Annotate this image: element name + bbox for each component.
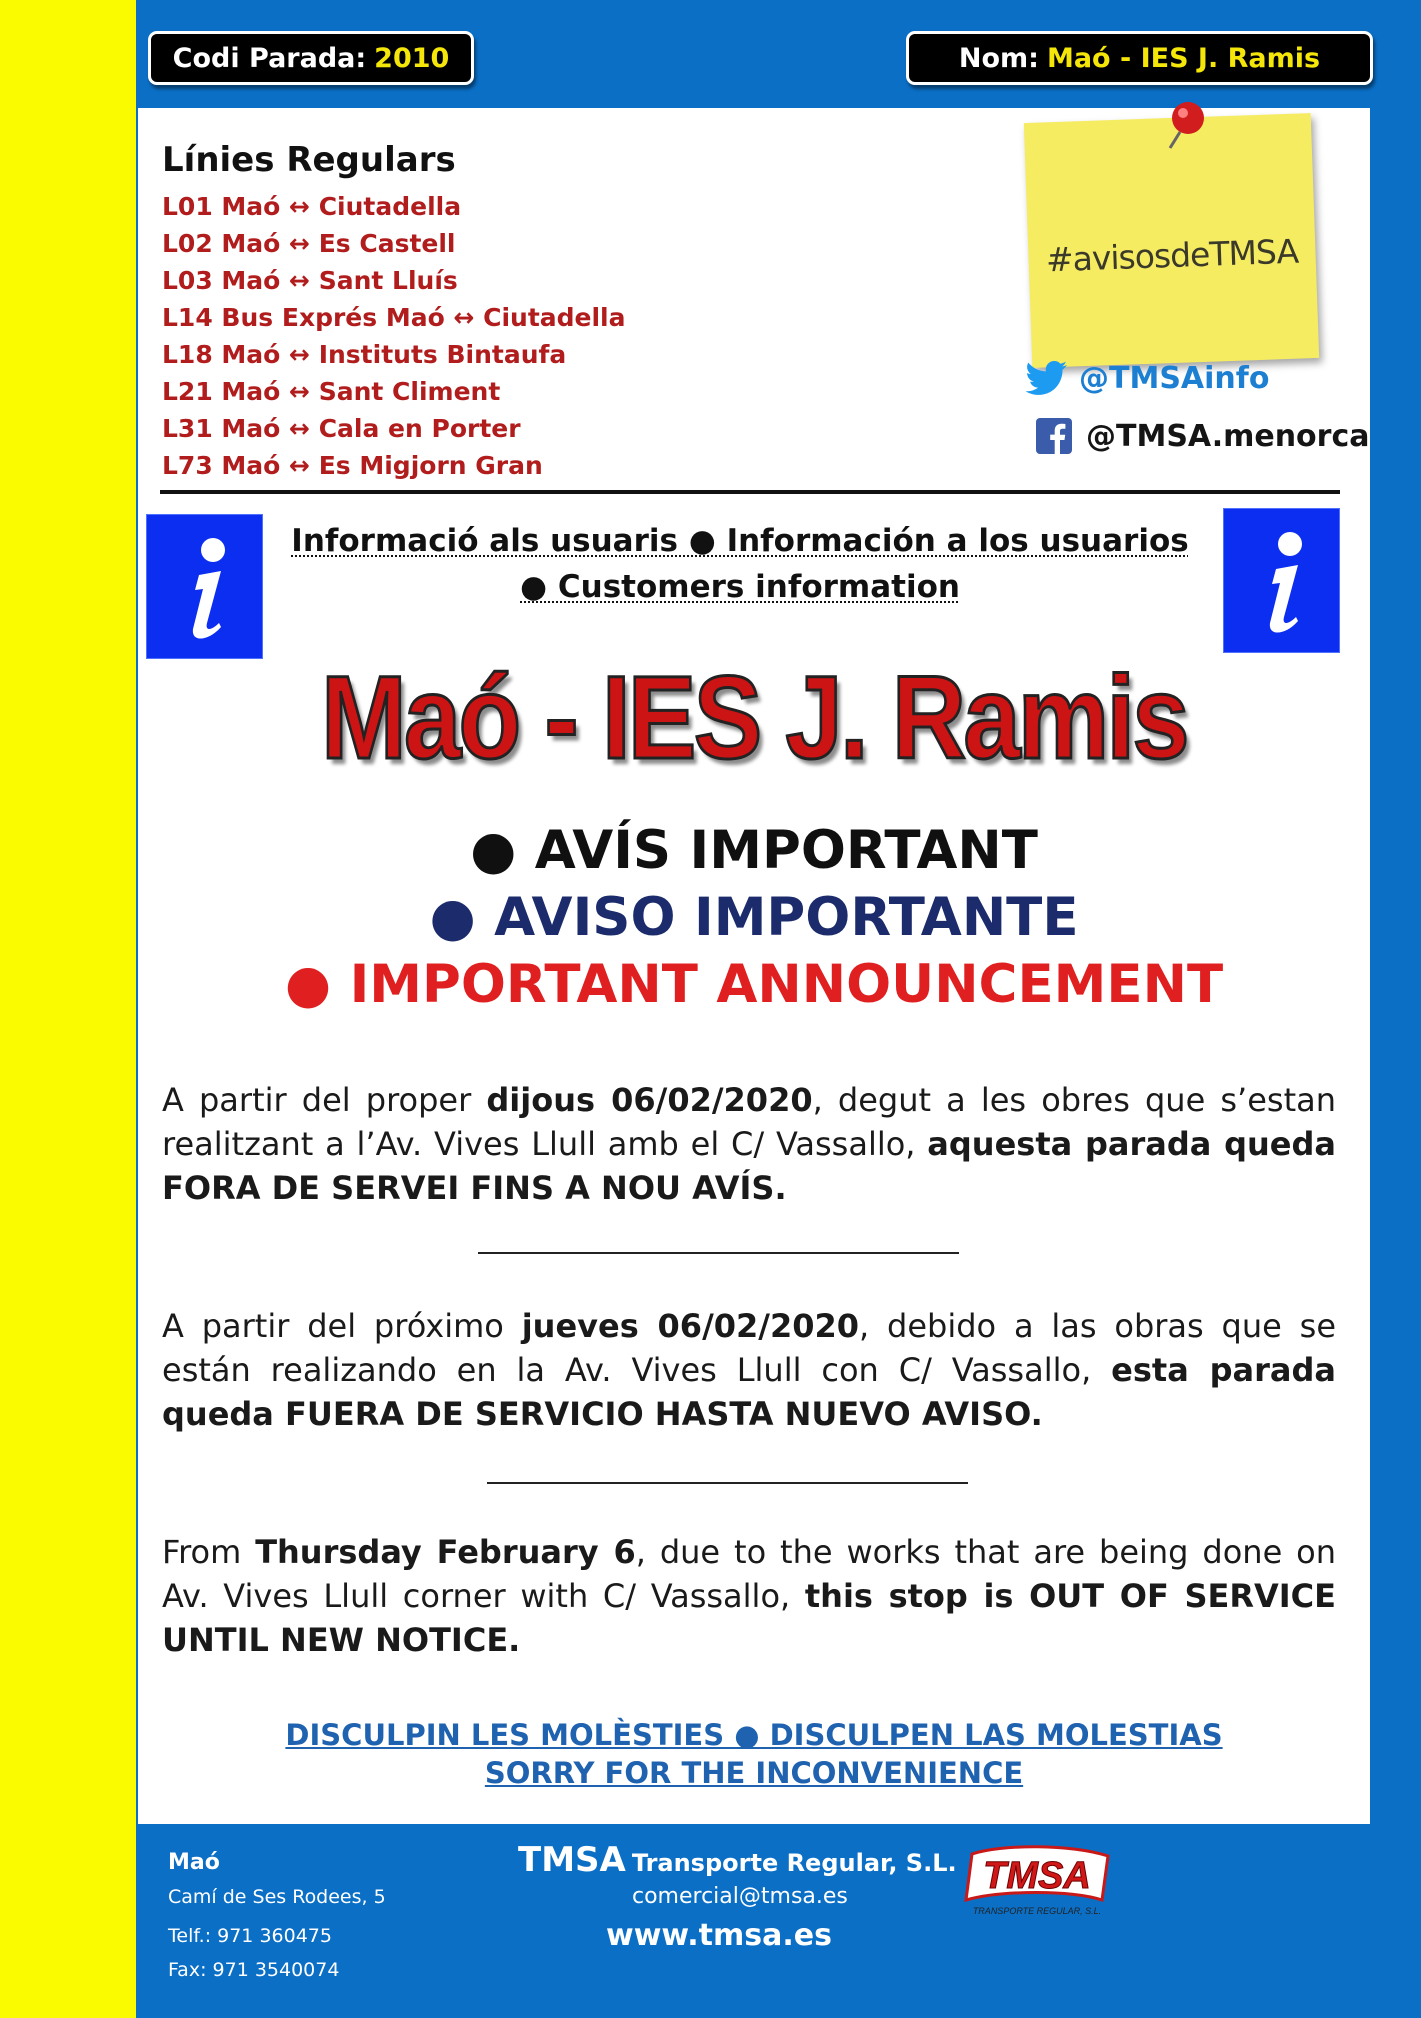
text-run: A partir del proper	[162, 1081, 487, 1119]
apology-line-1: DISCULPIN LES MOLÈSTIES ● DISCULPEN LAS MOLESTIAS	[285, 1718, 1223, 1752]
facebook-handle-text: @TMSA.menorca	[1086, 418, 1370, 454]
status-emphasis: aquesta parada queda FORA DE SERVEI FINS A NOU AVÍS.	[162, 1125, 1337, 1207]
footer-website[interactable]: www.tmsa.es	[606, 1918, 832, 1953]
notice-paragraph-english	[162, 1530, 1336, 1662]
stop-code-value: 2010	[374, 42, 450, 74]
line-item: L02 Maó ↔ Es Castell	[162, 229, 456, 258]
company-subtitle: Transporte Regular, S.L.	[631, 1849, 957, 1877]
stop-title: Maó - IES J. Ramis	[321, 652, 1187, 784]
footer-phone: Telf.: 971 360475	[168, 1925, 332, 1947]
paragraph-separator	[487, 1482, 968, 1484]
text-run: From	[162, 1533, 256, 1571]
info-icon	[1223, 508, 1340, 653]
information-heading-line2: ● Customers information	[520, 569, 960, 605]
stop-code-badge	[148, 31, 474, 85]
status-emphasis: this stop is OUT OF SERVICE UNTIL NEW NOTICE.	[162, 1577, 1337, 1659]
line-item: L14 Bus Exprés Maó ↔ Ciutadella	[162, 303, 626, 332]
company-name: TMSA	[518, 1840, 626, 1880]
information-heading-line1: Informació als usuaris ● Información a los usuarios	[291, 523, 1189, 559]
announcement-catalan: ● AVÍS IMPORTANT	[470, 820, 1038, 881]
announcement-english: ● IMPORTANT ANNOUNCEMENT	[284, 954, 1224, 1015]
logo-wordmark: TMSA	[983, 1855, 1091, 1897]
footer-city: Maó	[168, 1850, 220, 1875]
footer-email[interactable]: comercial@tmsa.es	[632, 1884, 848, 1909]
yellow-side-strip	[0, 0, 136, 2018]
facebook-icon	[1036, 418, 1072, 454]
date-emphasis: Thursday February 6	[255, 1533, 636, 1571]
logo-subtitle: TRANSPORTE REGULAR, S.L.	[972, 1906, 1102, 1916]
text-run: , due to the works that are being done on Av. Vives Llull corner with C/ Vassallo,	[162, 1533, 1337, 1615]
date-emphasis: jueves 06/02/2020	[521, 1307, 860, 1345]
apology-line-2: SORRY FOR THE INCONVENIENCE	[484, 1756, 1024, 1790]
notice-paragraph-spanish	[162, 1304, 1336, 1436]
stop-name-label: Nom:	[958, 42, 1039, 74]
notice-paragraph-catalan	[162, 1078, 1336, 1210]
twitter-handle-text: @TMSAinfo	[1079, 360, 1270, 396]
line-item: L01 Maó ↔ Ciutadella	[162, 192, 462, 221]
line-item: L31 Maó ↔ Cala en Porter	[162, 414, 521, 443]
stop-name-badge	[906, 31, 1373, 85]
text-run: A partir del próximo	[162, 1307, 522, 1345]
stop-name-value: Maó - IES J. Ramis	[1046, 42, 1321, 74]
pushpin-icon	[1158, 92, 1218, 152]
footer-address: Camí de Ses Rodees, 5	[168, 1886, 386, 1908]
line-item: L21 Maó ↔ Sant Climent	[162, 377, 501, 406]
information-heading	[270, 518, 1210, 610]
hashtag-text: #avisosdeTMSA	[1045, 231, 1299, 280]
lines-list	[162, 188, 626, 484]
facebook-handle[interactable]	[1036, 418, 1370, 454]
status-emphasis: esta parada queda FUERA DE SERVICIO HASTA NUEVO AVISO.	[162, 1351, 1337, 1433]
announcement-spanish: ● AVISO IMPORTANTE	[429, 887, 1079, 948]
tmsa-logo	[962, 1842, 1112, 1926]
section-divider	[160, 490, 1340, 494]
paragraph-separator	[478, 1252, 959, 1254]
line-item: L73 Maó ↔ Es Migjorn Gran	[162, 451, 543, 480]
footer-fax: Fax: 971 3540074	[168, 1959, 340, 1981]
date-emphasis: dijous 06/02/2020	[486, 1081, 813, 1119]
stop-code-label: Codi Parada:	[172, 42, 367, 74]
line-item: L03 Maó ↔ Sant Lluís	[162, 266, 458, 295]
line-item: L18 Maó ↔ Instituts Bintaufa	[162, 340, 567, 369]
lines-title: Línies Regulars	[162, 140, 456, 180]
twitter-handle[interactable]	[1025, 360, 1269, 396]
text-run: , degut a les obres que s’estan realitzant a l’Av. Vives Llull amb el C/ Vassallo,	[162, 1081, 1337, 1163]
footer-company	[518, 1840, 957, 1880]
twitter-bird-icon	[1025, 360, 1069, 396]
info-icon	[146, 514, 263, 659]
text-run: , debido a las obras que se están realizando en la Av. Vives Llull con C/ Vassallo,	[162, 1307, 1337, 1389]
